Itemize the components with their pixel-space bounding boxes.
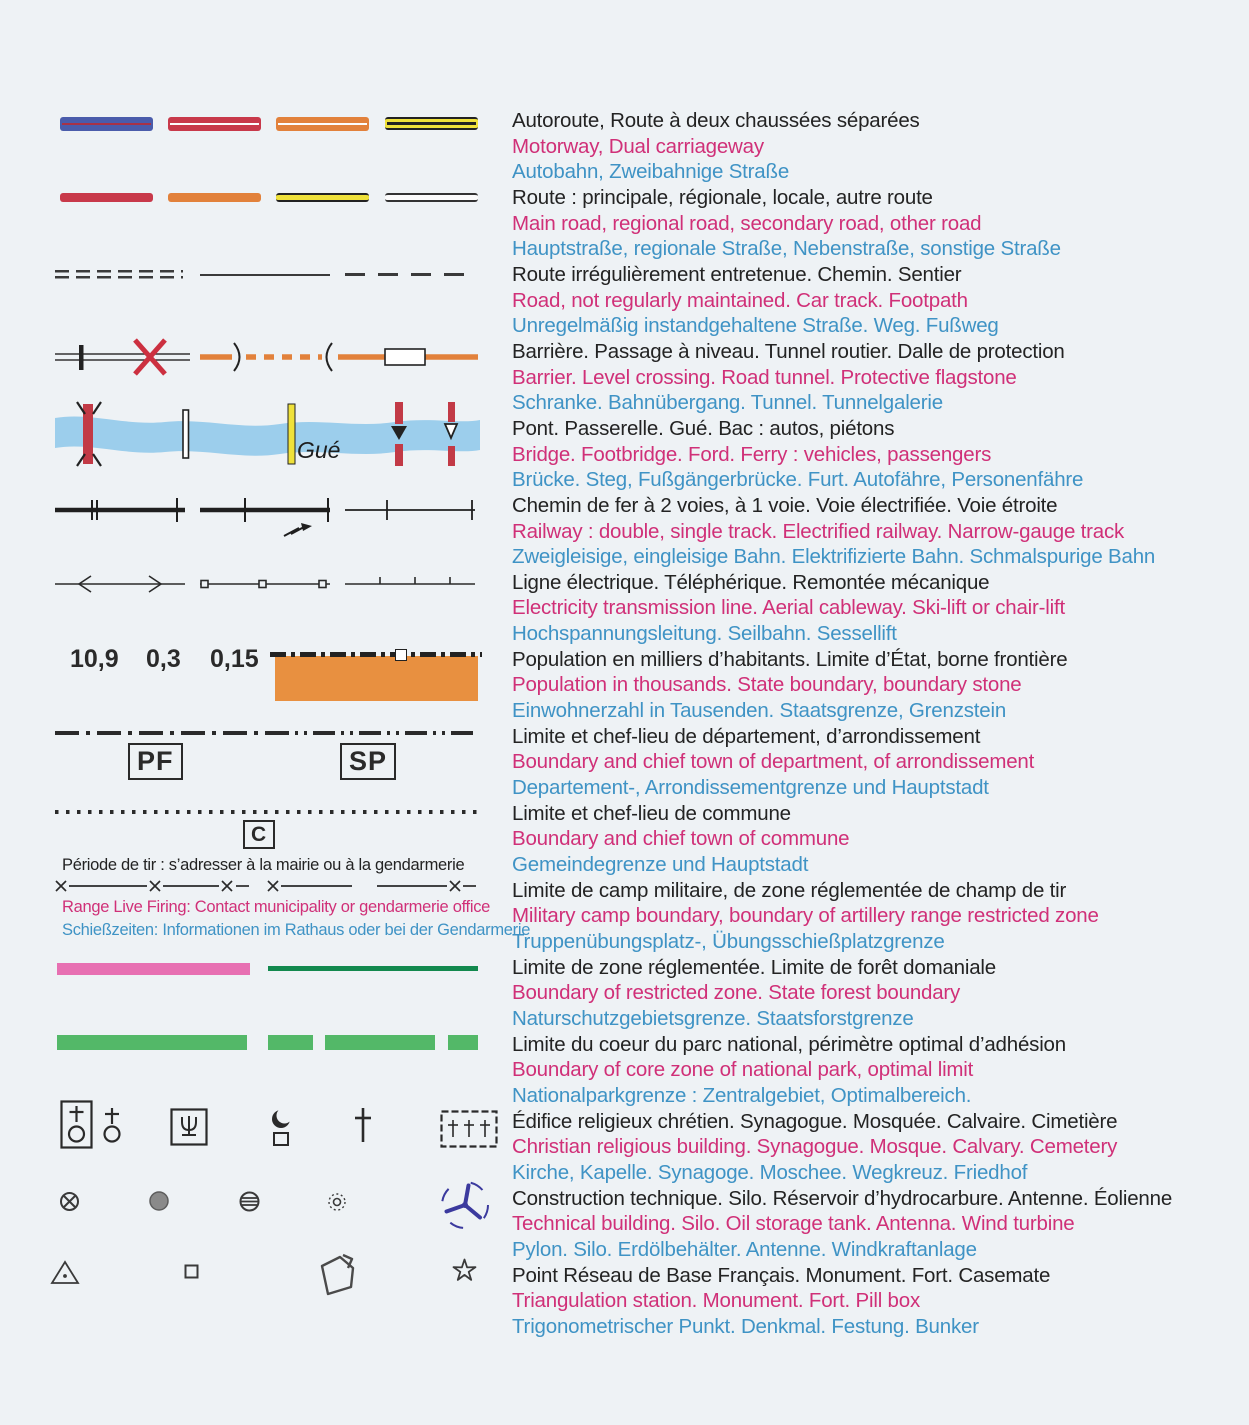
- population-value: 0,3: [146, 645, 181, 673]
- silo-icon: [148, 1190, 170, 1212]
- legend-text-fr: Ligne électrique. Téléphérique. Remontée mécanique: [512, 570, 990, 594]
- restricted-zone-band-icon: [57, 963, 250, 975]
- fort-icon: [312, 1252, 362, 1302]
- dual-carriageway-orange-icon: [276, 117, 369, 131]
- legend-text-en: Road, not regularly maintained. Car track. Footpath: [512, 288, 968, 312]
- national-park-band-icon: [268, 1035, 313, 1050]
- legend-text-de: Trigonometrischer Punkt. Denkmal. Festung. Bunker: [512, 1314, 979, 1338]
- state-forest-line-icon: [268, 966, 478, 971]
- population-value: 0,15: [210, 645, 259, 673]
- ford-icon: [288, 404, 295, 464]
- legend-text-en: Motorway, Dual carriageway: [512, 134, 764, 158]
- legend-text-en: Technical building. Silo. Oil storage tank. Antenna. Wind turbine: [512, 1212, 1075, 1236]
- legend-text-fr: Limite du coeur du parc national, périmètre optimal d’adhésion: [512, 1032, 1066, 1056]
- oil-tank-icon: [238, 1190, 261, 1213]
- legend-text-de: Zweigleisige, eingleisige Bahn. Elektrifizierte Bahn. Schmalspurige Bahn: [512, 545, 1156, 569]
- legend-text-fr: Route : principale, régionale, locale, autre route: [512, 185, 933, 209]
- legend-text-en: Barrier. Level crossing. Road tunnel. Protective flagstone: [512, 365, 1017, 389]
- boundary-stone-icon: [395, 649, 407, 661]
- legend-text-en: Boundary of core zone of national park, optimal limit: [512, 1058, 974, 1082]
- legend-text-de: Unregelmäßig instandgehaltene Straße. Weg. Fußweg: [512, 314, 999, 338]
- firing-range-notice-fr: Période de tir : s’adresser à la mairie ou à la gendarmerie: [62, 856, 465, 874]
- triangulation-station-icon: [50, 1260, 80, 1286]
- legend-text-fr: Édifice religieux chrétien. Synagogue. Mosquée. Calvaire. Cimetière: [512, 1109, 1118, 1133]
- national-park-band-icon: [57, 1035, 247, 1050]
- wind-turbine-icon: [438, 1178, 492, 1232]
- legend-text-en: Main road, regional road, secondary road, other road: [512, 211, 982, 235]
- calvary-cross-icon: [352, 1106, 374, 1146]
- transmission-line-icon: [55, 574, 185, 594]
- legend-text-fr: Limite de zone réglementée. Limite de forêt domaniale: [512, 955, 996, 979]
- antenna-icon: [327, 1192, 347, 1212]
- prefecture-label: PF: [128, 743, 183, 780]
- legend-text-en: Military camp boundary, boundary of artillery range restricted zone: [512, 904, 1099, 928]
- regional-road-icon: [168, 193, 261, 202]
- legend-text-de: Einwohnerzahl in Tausenden. Staatsgrenze, Grenzstein: [512, 699, 1007, 723]
- legend-text-fr: Autoroute, Route à deux chaussées séparées: [512, 109, 920, 132]
- legend-text-en: Triangulation station. Monument. Fort. Pill box: [512, 1289, 921, 1313]
- state-boundary-band-icon: [275, 656, 478, 701]
- national-park-band-icon: [325, 1035, 435, 1050]
- secondary-road-icon: [276, 193, 369, 202]
- legend-text-fr: Construction technique. Silo. Réservoir d’hydrocarbure. Antenne. Éolienne: [512, 1186, 1173, 1210]
- electrified-railway-icon: [200, 496, 330, 542]
- river-crossings-icon: [55, 396, 480, 474]
- military-camp-boundary-icon: [55, 878, 478, 894]
- legend-text-en: Boundary and chief town of department, of arrondissement: [512, 750, 1035, 774]
- legend-text-column: [512, 108, 1172, 1340]
- firing-range-notice-de: Schießzeiten: Informationen im Rathaus oder bei der Gendarmerie: [62, 921, 531, 939]
- population-value: 10,9: [70, 645, 119, 673]
- legend-text-de: Schranke. Bahnübergang. Tunnel. Tunnelgalerie: [512, 391, 943, 415]
- legend-text-fr: Barrière. Passage à niveau. Tunnel routier. Dalle de protection: [512, 339, 1065, 363]
- cemetery-icon: [440, 1110, 498, 1148]
- pill-box-icon: [452, 1258, 477, 1283]
- unmaintained-road-icon: [55, 270, 183, 279]
- legend-text-en: Population in thousands. State boundary, boundary stone: [512, 673, 1022, 697]
- narrow-gauge-railway-icon: [345, 496, 475, 528]
- legend-text-en: Electricity transmission line. Aerial cableway. Ski-lift or chair-lift: [512, 596, 1065, 620]
- ford-label: Gué: [297, 437, 341, 463]
- legend-text-fr: Population en milliers d’habitants. Limite d’État, borne frontière: [512, 647, 1068, 671]
- legend-text-fr: Chemin de fer à 2 voies, à 1 voie. Voie électrifiée. Voie étroite: [512, 493, 1058, 517]
- legend-text-de: Autobahn, Zweibahnige Straße: [512, 160, 790, 184]
- aerial-cableway-icon: [200, 574, 330, 594]
- legend-text-de: Departement-, Arrondissementgrenze und Hauptstadt: [512, 776, 989, 800]
- legend-text-de: Naturschutzgebietsgrenze. Staatsforstgrenze: [512, 1006, 914, 1030]
- legend-text-de: Hochspannungsleitung. Seilbahn. Sessellift: [512, 622, 897, 646]
- legend-text-fr: Point Réseau de Base Français. Monument. Fort. Casemate: [512, 1263, 1051, 1287]
- firing-range-notice-en: Range Live Firing: Contact municipality or gendarmerie office: [62, 898, 491, 916]
- synagogue-icon: [170, 1108, 208, 1146]
- legend-text-de: Truppenübungsplatz-, Übungsschießplatzgrenze: [512, 930, 945, 953]
- legend-text-de: Brücke. Steg, Fußgängerbrücke. Furt. Autofähre, Personenfähre: [512, 468, 1084, 492]
- commune-label: C: [243, 820, 275, 849]
- legend-text-fr: Limite et chef-lieu de commune: [512, 801, 791, 825]
- legend-text-fr: Limite de camp militaire, de zone réglementée de champ de tir: [512, 878, 1067, 902]
- footpath-icon: [345, 273, 475, 276]
- legend-text-de: Pylon. Silo. Erdölbehälter. Antenne. Windkraftanlage: [512, 1237, 977, 1261]
- commune-boundary-icon: [55, 810, 478, 814]
- church-icon: [60, 1100, 94, 1150]
- other-road-icon: [385, 193, 478, 202]
- monument-icon: [184, 1264, 199, 1279]
- national-park-band-icon: [448, 1035, 478, 1050]
- dual-carriageway-yellow-icon: [385, 117, 478, 130]
- legend-text-en: Bridge. Footbridge. Ford. Ferry : vehicles, passengers: [512, 442, 992, 466]
- double-track-railway-icon: [55, 496, 185, 528]
- legend-text-de: Hauptstraße, regionale Straße, Nebenstraße, sonstige Straße: [512, 237, 1061, 261]
- legend-text-en: Christian religious building. Synagogue. Mosque. Calvary. Cemetery: [512, 1135, 1118, 1159]
- pylon-icon: [58, 1190, 81, 1213]
- mosque-icon: [268, 1106, 294, 1148]
- motorway-band-icon: [60, 117, 153, 131]
- legend-text-fr: Route irrégulièrement entretenue. Chemin. Sentier: [512, 262, 962, 286]
- barrier-level-crossing-icon: [55, 338, 190, 376]
- department-boundary-icon: [55, 731, 267, 735]
- legend-text-fr: Limite et chef-lieu de département, d’arrondissement: [512, 724, 981, 748]
- legend-text-en: Boundary and chief town of commune: [512, 827, 850, 851]
- car-track-icon: [200, 274, 330, 276]
- legend-text-de: Gemeindegrenze und Hauptstadt: [512, 853, 809, 877]
- state-boundary-line-icon: [270, 652, 482, 657]
- legend-text-en: Railway : double, single track. Electrified railway. Narrow-gauge track: [512, 519, 1125, 543]
- main-road-icon: [60, 193, 153, 202]
- legend-text-de: Kirche, Kapelle. Synagoge. Moschee. Wegkreuz. Friedhof: [512, 1160, 1028, 1184]
- footbridge-icon: [183, 410, 189, 458]
- chapel-icon: [100, 1106, 124, 1148]
- road-tunnel-flagstone-icon: [200, 338, 478, 376]
- legend-text-de: Nationalparkgrenze : Zentralgebiet, Optimalbereich.: [512, 1083, 972, 1107]
- ski-lift-icon: [345, 574, 475, 594]
- subprefecture-label: SP: [340, 743, 396, 780]
- legend-text-fr: Pont. Passerelle. Gué. Bac : autos, piétons: [512, 416, 895, 440]
- dual-carriageway-red-icon: [168, 117, 261, 131]
- arrondissement-boundary-icon: [267, 731, 478, 735]
- legend-text-en: Boundary of restricted zone. State forest boundary: [512, 981, 961, 1005]
